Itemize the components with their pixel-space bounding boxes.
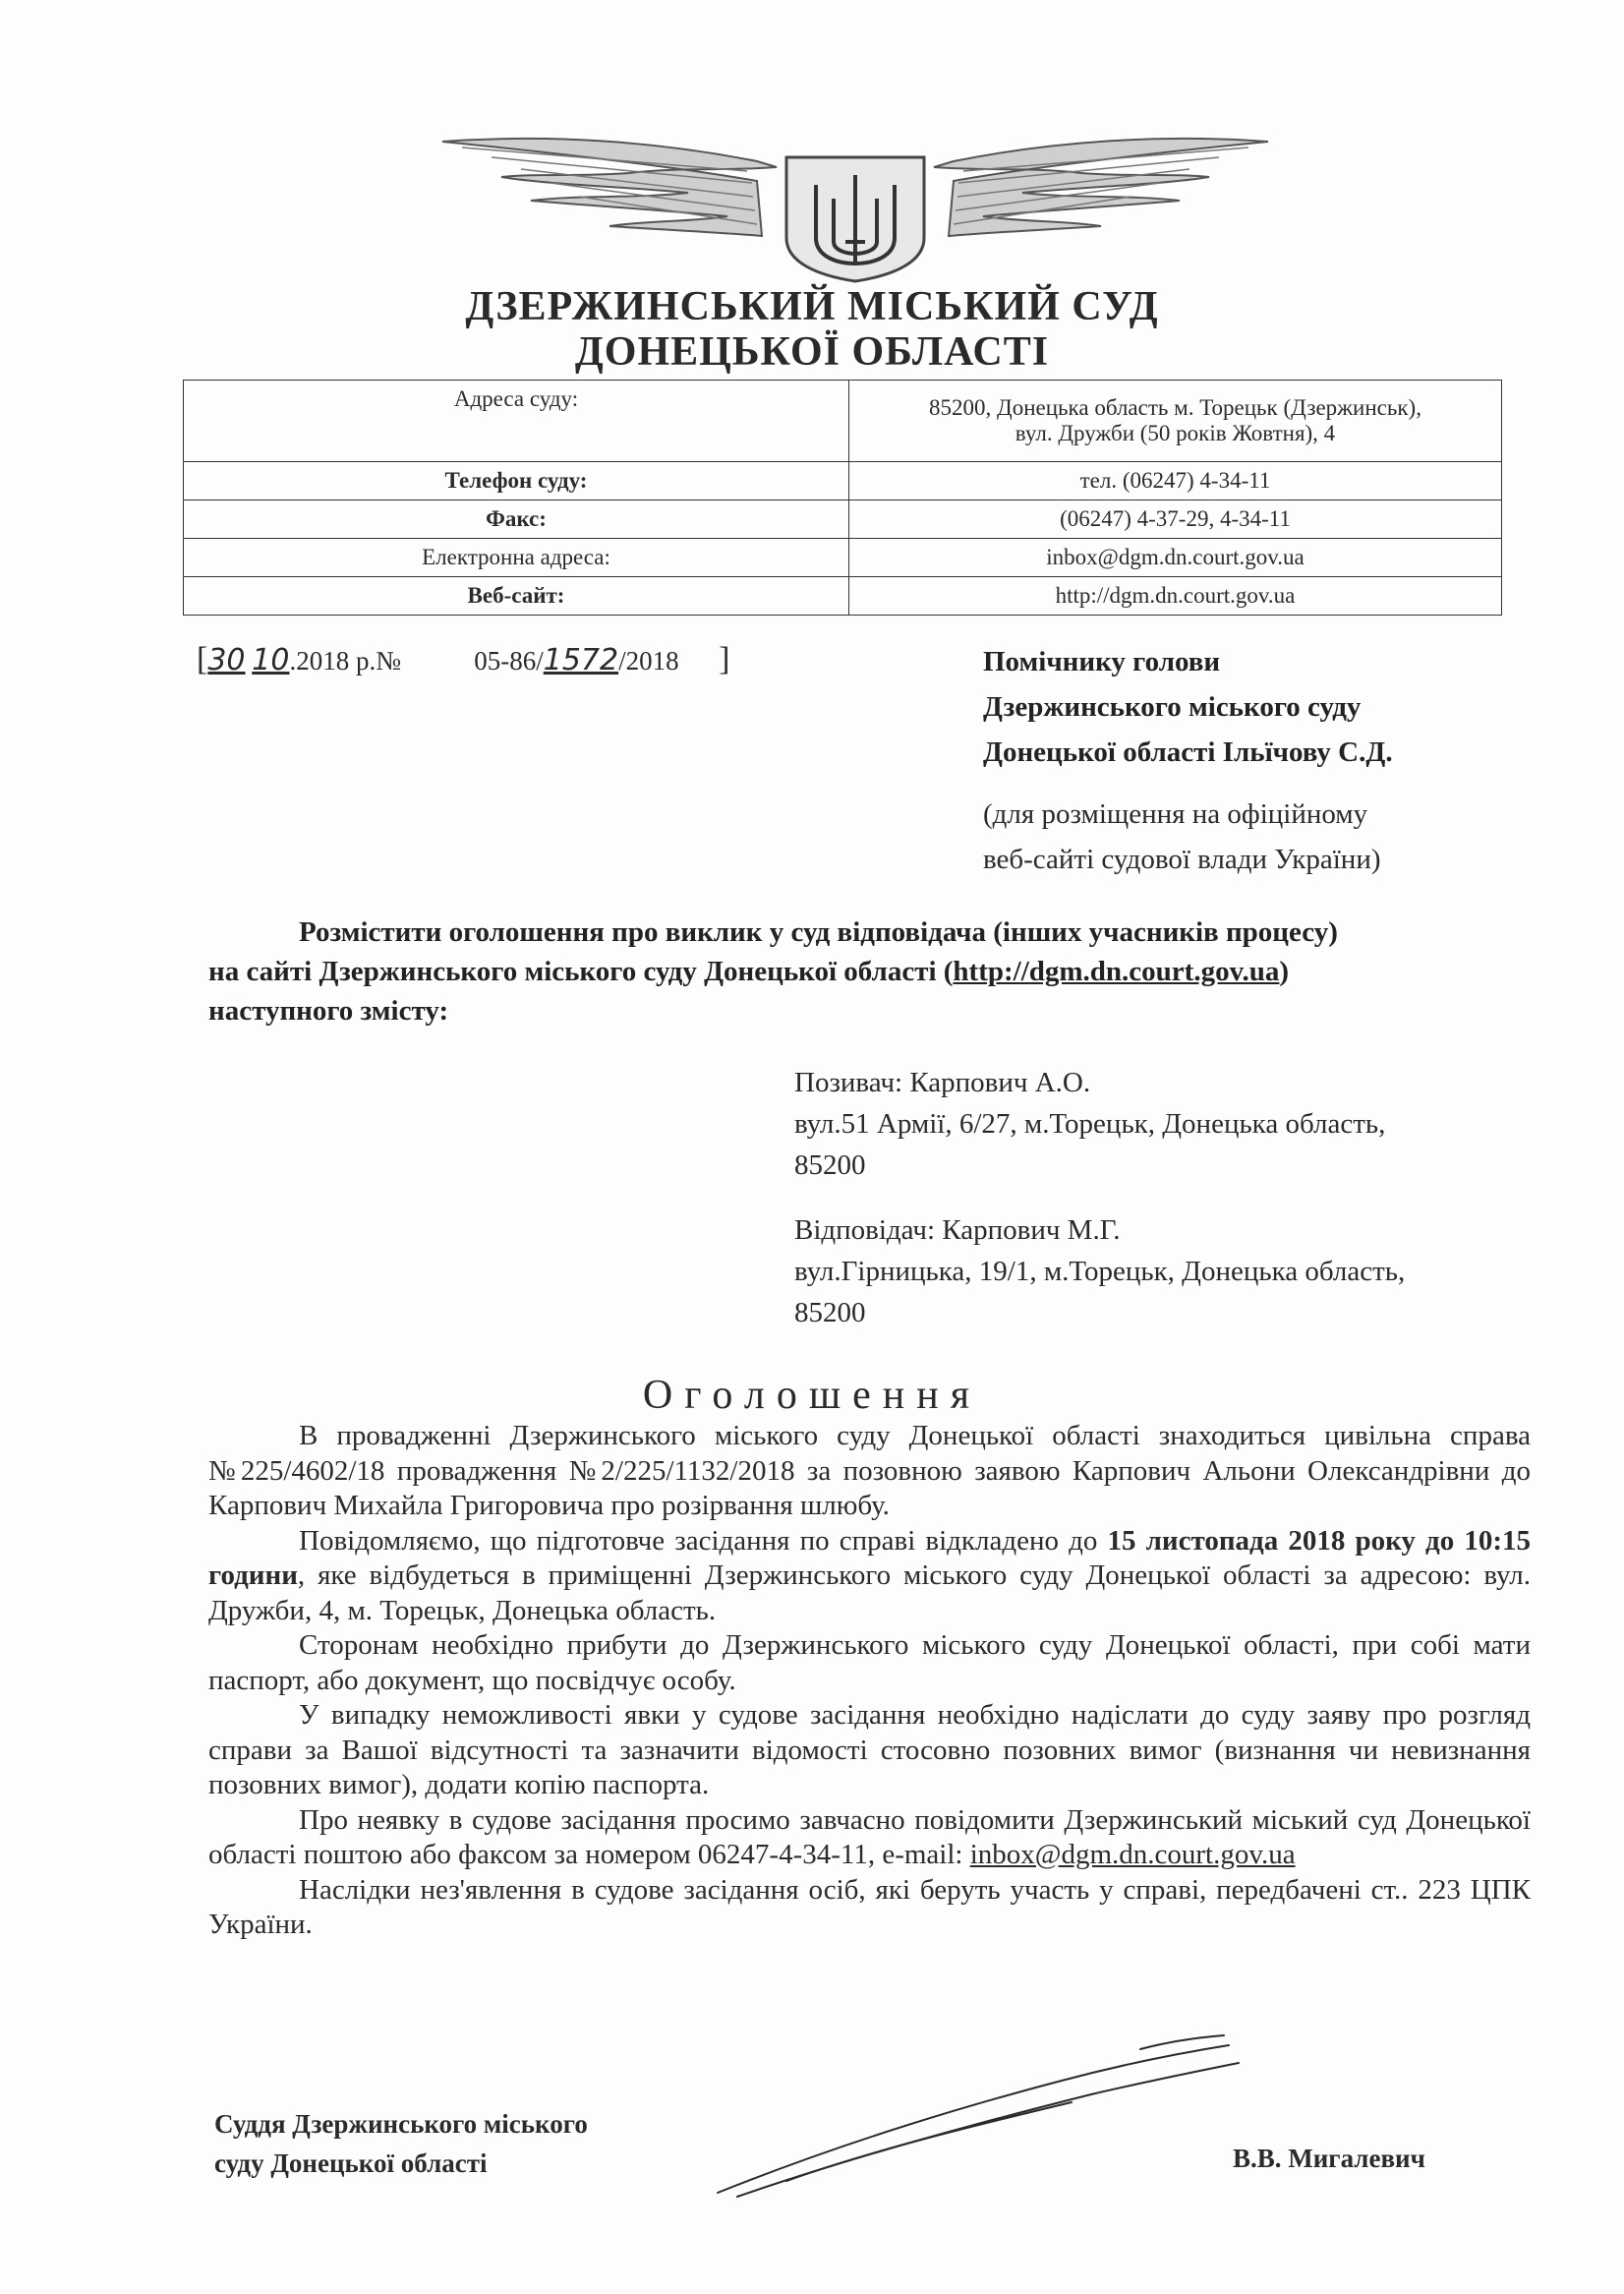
signatory-position-line2: суду Донецької області [214,2148,488,2178]
addressee-line1: Помічнику голови [983,646,1221,677]
hearing-date: 15 листопада 2018 року до 10:15 години [208,1524,1531,1591]
contacts-row-phone [184,462,1502,500]
purpose-line1: (для розміщення на офіційному [983,798,1368,830]
phone-value: тел. (06247) 4-34-11 [849,462,1502,500]
court-contacts-table [183,380,1502,616]
request-line1: Розмістити оголошення про виклик у суд відповідача (інших учасників процесу) [299,916,1338,948]
signatory-name: В.В. Мигалевич [1233,2144,1425,2173]
defendant-name: Відповідач: Карпович М.Г. [794,1214,1121,1246]
fax-value: (06247) 4-37-29, 4-34-11 [849,500,1502,539]
addressee-line3: Донецької області Ільїчову С.Д. [983,736,1393,768]
announcement-paragraph-5 [208,1803,1531,1873]
address-line2: вул. Дружби (50 років Жовтня), 4 [1015,421,1336,445]
publication-request [208,912,1531,1030]
request-line2-end: ) [1279,956,1290,987]
reference-month: 10 [252,643,290,677]
email-value: inbox@dgm.dn.court.gov.ua [849,539,1502,577]
announcement-paragraph-2 [208,1524,1531,1629]
signatory-position [214,2104,588,2183]
contacts-row-address [184,381,1502,462]
contacts-row-email [184,539,1502,577]
reference-number-suffix: /2018 [618,646,679,676]
contacts-row-fax [184,500,1502,539]
plaintiff-name: Позивач: Карпович А.О. [794,1067,1091,1098]
paragraph-2-end: , яке відбудеться в приміщенні Дзержинського міського суду Донецької області за адресою: вул. Дружби, 4, м. Торецьк, Донецька область. [208,1559,1531,1626]
defendant-block [794,1209,1541,1333]
phone-label: Телефон суду: [184,462,849,500]
email-label: Електронна адреса: [184,539,849,577]
purpose-line2: веб-сайті судової влади України) [983,844,1381,875]
announcement-title: Оголошення [642,1373,982,1418]
announcement-paragraph-4: У випадку неможливості явки у судове засідання необхідно надіслати до суду заяву про розгляд справи за Вашої відсутності та зазначити відомості стосовно позовних вимог (визнання чи невизнання позовних вимог), додати копію паспорта. [208,1699,1531,1800]
announcement-body [208,1419,1531,1943]
plaintiff-postcode: 85200 [794,1149,866,1181]
request-website-link: http://dgm.dn.court.gov.ua [953,956,1280,987]
outgoing-reference [197,641,729,678]
reference-close-bracket: ] [719,641,730,677]
announcement-paragraph-1: В провадженні Дзержинського міського суду Донецької області знаходиться цивільна справа №225/4602/18 провадження №2/225/1132/2018 за позовною заявою Карпович Альони Олександрівни до Карпович Михайла Григоровича про розірвання шлюбу. [208,1420,1531,1521]
reference-open-bracket: [ [197,641,208,677]
announcement-paragraph-6: Наслідки нез'явлення в судове засідання осіб, які беруть участь у справі, передбачені ст.. 223 ЦПК України. [208,1873,1531,1940]
coat-of-arms-icon [433,128,1278,285]
reference-number-hand: 1572 [543,643,619,677]
request-line3: наступного змісту: [208,995,449,1027]
fax-label: Факс: [184,500,849,539]
defendant-postcode: 85200 [794,1297,866,1328]
address-value [849,381,1502,462]
request-line2 [208,952,1531,991]
website-label: Веб-сайт: [184,577,849,616]
paragraph-2-start: Повідомляємо, що підготовче засідання по справі відкладено до [299,1524,1108,1557]
announcement-paragraph-3: Сторонам необхідно прибути до Дзержинського міського суду Донецької області, при собі мати паспорт, або документ, що посвідчує особу. [208,1629,1531,1696]
plaintiff-block [794,1062,1541,1186]
signatory-position-line1: Суддя Дзержинського міського [214,2109,588,2139]
address-line1: 85200, Донецька область м. Торецьк (Дзержинськ), [929,395,1421,420]
plaintiff-address: вул.51 Армії, 6/27, м.Торецьк, Донецька область, [794,1108,1386,1140]
paragraph-5-start: Про неявку в судове засідання просимо завчасно повідомити Дзержинський міський суд Донецької області поштою або факсом за номером 06247-4-34-11, e-mail: [208,1803,1531,1870]
address-label: Адреса суду: [184,381,849,462]
reference-number-prefix: 05-86/ [474,646,544,676]
court-email-link: inbox@dgm.dn.court.gov.ua [969,1839,1296,1870]
website-value: http://dgm.dn.court.gov.ua [849,577,1502,616]
reference-year: .2018 р.№ [289,646,401,676]
court-name-line2: ДОНЕЦЬКОЇ ОБЛАСТІ [574,329,1050,375]
purpose-note [983,792,1381,882]
contacts-row-website [184,577,1502,616]
addressee-block [983,639,1393,775]
addressee-line2: Дзержинського міського суду [983,691,1362,723]
defendant-address: вул.Гірницька, 19/1, м.Торецьк, Донецька область, [794,1256,1406,1287]
request-line2-start: на сайті Дзержинського міського суду Донецької області ( [208,956,954,987]
court-name-line1: ДЗЕРЖИНСЬКИЙ МІСЬКИЙ СУД [465,284,1159,329]
handwritten-signature [678,2016,1268,2203]
reference-day: 30 [207,643,246,677]
